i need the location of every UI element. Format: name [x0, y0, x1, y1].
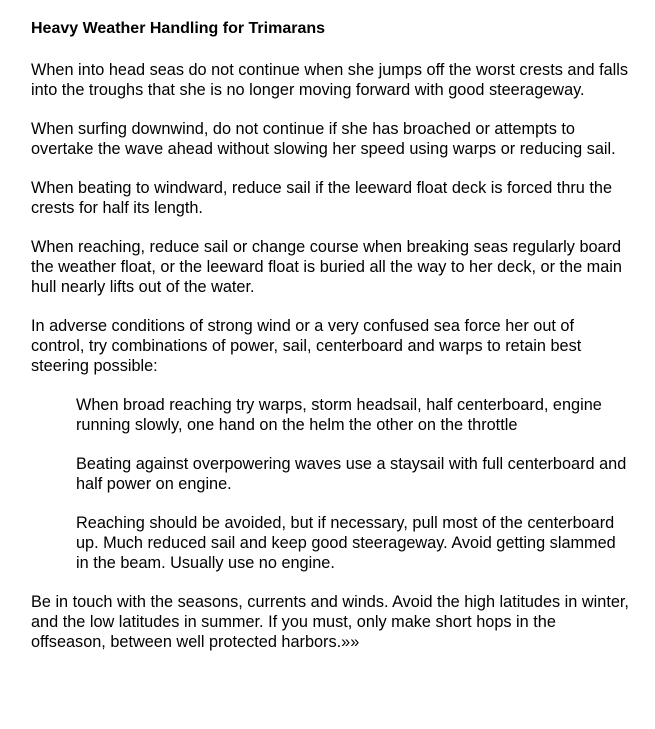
- indented-broad-reaching: When broad reaching try warps, storm headsail, half centerboard, engine running slowly, one hand on the helm the other on the throttle: [76, 396, 602, 434]
- indented-reaching-avoided: Reaching should be avoided, but if necessary, pull most of the centerboard up. Much reduced sail and keep good steerageway. Avoid getting slammed in the beam. Usually use no engine.: [76, 514, 616, 572]
- paragraph-reaching: When reaching, reduce sail or change course when breaking seas regularly board the weather float, or the leeward float is buried all the way to her deck, or the main hull nearly lifts out of the water.: [31, 238, 622, 296]
- paragraph-adverse-conditions: In adverse conditions of strong wind or a very confused sea force her out of control, try combinations of power, sail, centerboard and warps to retain best steering possible:: [31, 317, 582, 375]
- indented-beating-waves: Beating against overpowering waves use a staysail with full centerboard and half power on engine.: [76, 455, 627, 493]
- paragraph-surfing-downwind: When surfing downwind, do not continue if she has broached or attempts to overtake the wave ahead without slowing her speed using warps or reducing sail.: [31, 120, 616, 158]
- document-title: Heavy Weather Handling for Trimarans: [31, 20, 326, 37]
- paragraph-closing: Be in touch with the seasons, currents and winds. Avoid the high latitudes in winter, and the low latitudes in summer. If you must, only make short hops in the offseason, between well protected harbors.»»: [31, 593, 629, 651]
- paragraph-head-seas: When into head seas do not continue when she jumps off the worst crests and falls into the troughs that she is no longer moving forward with good steerageway.: [31, 61, 629, 99]
- document-page: [31, 19, 631, 671]
- paragraph-beating-windward: When beating to windward, reduce sail if the leeward float deck is forced thru the crests for half its length.: [31, 179, 613, 217]
